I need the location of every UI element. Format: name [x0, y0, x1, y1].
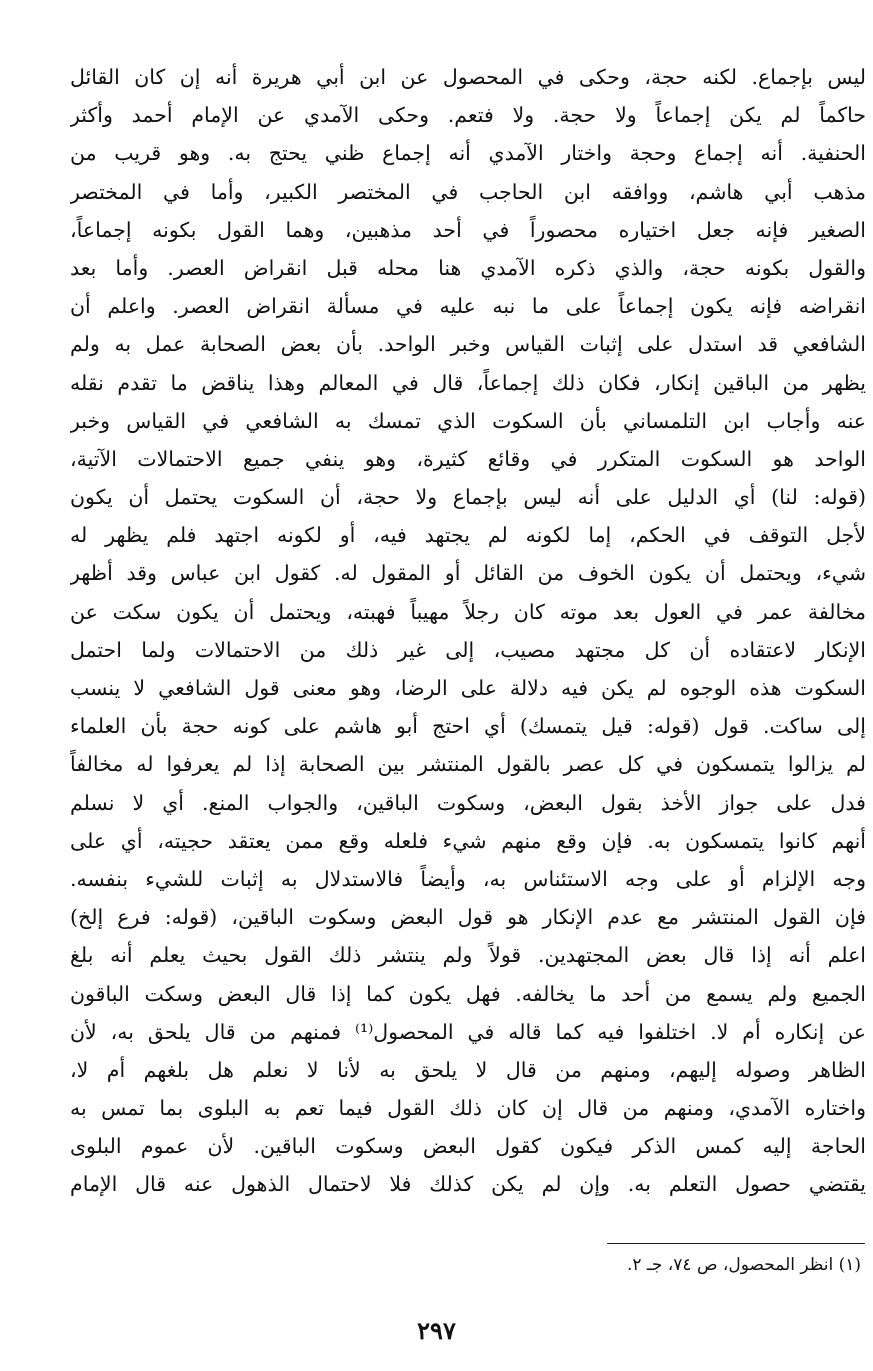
text-line-15: مخالفة عمر في العول بعد موته كان رجلاً مهيباً فهبته، ويحتمل أن يكون سكت عن	[70, 599, 866, 624]
footnote-separator	[607, 1243, 865, 1244]
text-line-7: انقراضه فإنه يكون إجماعاً على ما نبه عليه في مسألة انقراض العصر. واعلم أن	[70, 294, 866, 319]
text-line-12: (قوله: لنا) أي الدليل على أنه ليس بإجماع ولا حجة، أن السكوت يحتمل أن يكون	[70, 485, 866, 510]
text-line-9: يظهر من الباقين إنكار، فكان ذلك إجماعاً، قال في المعالم وهذا يناقض ما تقدم نقله	[70, 370, 866, 395]
text-line-1: ليس بإجماع. لكنه حجة، وحكى في المحصول عن ابن أبي هريرة أنه إن كان القائل	[70, 65, 866, 89]
text-line-23: فإن القول المنتشر مع عدم الإنكار هو قول البعض وسكوت الباقين، (قوله: فرع إلخ)	[70, 905, 866, 930]
text-line-20: فدل على جواز الأخذ بقول البعض، وسكوت الباقين، والجواب المنع. أي لا نسلم	[70, 790, 866, 815]
text-line-17: السكوت هذه الوجوه لم يكن فيه دلالة على الرضا، وهو معنى قول الشافعي لا ينسب	[70, 676, 866, 700]
main-text	[70, 58, 866, 1204]
text-line-30: يقتضي حصول التعلم به. وإن لم يكن كذلك فلا لاحتمال الذهول عنه قال الإمام	[70, 1172, 866, 1197]
text-line-5: الصغير فإنه جعل اختياره محصوراً في أحد مذهبين، وهما القول بكونه إجماعاً،	[70, 217, 866, 242]
text-line-16: الإنكار لاعتقاده أن كل مجتهد مصيب، إلى غير ذلك من الاحتمالات ولما احتمل	[70, 637, 866, 662]
text-line-3: الحنفية. أنه إجماع وحجة واختار الآمدي أنه إجماع ظني يحتج به. وهو قريب من	[70, 141, 866, 166]
text-line-11: الواحد هو السكوت المتكرر في وقائع كثيرة، وهو ينفي جميع الاحتمالات الآتية،	[70, 446, 866, 471]
text-line-21: أنهم كانوا يتمسكون به. فإن وقع منهم شيء فلعله وقع ممن يعتقد حجيته، أي على	[70, 828, 866, 853]
text-line-4: مذهب أبي هاشم، ووافقه ابن الحاجب في المختصر الكبير، وأما في المختصر	[70, 179, 866, 204]
text-line-28: واختاره الآمدي، ومنهم من قال إن كان ذلك القول فيما تعم به البلوى بما تمس به	[70, 1096, 866, 1121]
text-line-27: الظاهر وصوله إليهم، ومنهم من قال لا يلحق به لأنا لا نعلم هل بلغهم أم لا،	[70, 1057, 866, 1082]
text-line-8: الشافعي قد استدل على إثبات القياس وخبر الواحد. بأن بعض الصحابة عمل به ولم	[70, 332, 866, 357]
text-line-14: شيء، ويحتمل أن يكون الخوف من القائل أو المقول له. كقول ابن عباس وقد أظهر	[70, 561, 866, 586]
text-line-24: اعلم أنه إذا قال بعض المجتهدين. قولاً ولم ينتشر ذلك القول بحيث يعلم أنه بلغ	[70, 943, 866, 968]
text-line-10: عنه وأجاب ابن التلمساني بأن السكوت الذي تمسك به الشافعي في القياس وخبر	[70, 408, 866, 433]
text-line-2: حاكماً لم يكن إجماعاً ولا حجة. ولا فتعم. وحكى الآمدي عن الإمام أحمد وأكثر	[70, 103, 866, 128]
text-line-29: الحاجة إليه كمس الذكر فيكون كقول البعض وسكوت الباقين. لأن عموم البلوى	[70, 1134, 866, 1159]
text-line-18: إلى ساكت. قول (قوله: قيل يتمسك) أي احتج أبو هاشم على كونه حجة بأن العلماء	[70, 714, 866, 739]
page-number: ٢٩٧	[417, 1316, 456, 1345]
text-line-22: وجه الإلزام أو على وجه الاستئناس به، وأيضاً فالاستدلال به إثبات للشيء بنفسه.	[70, 866, 866, 891]
text-line-6: والقول بكونه حجة، والذي ذكره الآمدي هنا محله قبل انقراض العصر. وأما بعد	[70, 255, 866, 280]
text-line-25: الجميع ولم يسمع من أحد ما يخالفه. فهل يكون كما إذا قال البعض وسكت الباقون	[70, 981, 866, 1006]
text-line-13: لأجل التوقف في الحكم، إما لكونه لم يجتهد فيه، أو لكونه اجتهد فلم يظهر له	[70, 523, 866, 548]
text-line-19: لم يزالوا يتمسكون في كل عصر بالقول المنتشر بين الصحابة إذا لم يعرفوا له مخالفاً	[70, 752, 866, 777]
footnote: (١) انظر المحصول، ص ٧٤، جـ ٢.	[626, 1255, 861, 1275]
text-line-26: عن إنكاره أم لا. اختلفوا فيه كما قاله في المحصول⁽¹⁾ فمنهم من قال يلحق به، لأن	[70, 1019, 866, 1044]
